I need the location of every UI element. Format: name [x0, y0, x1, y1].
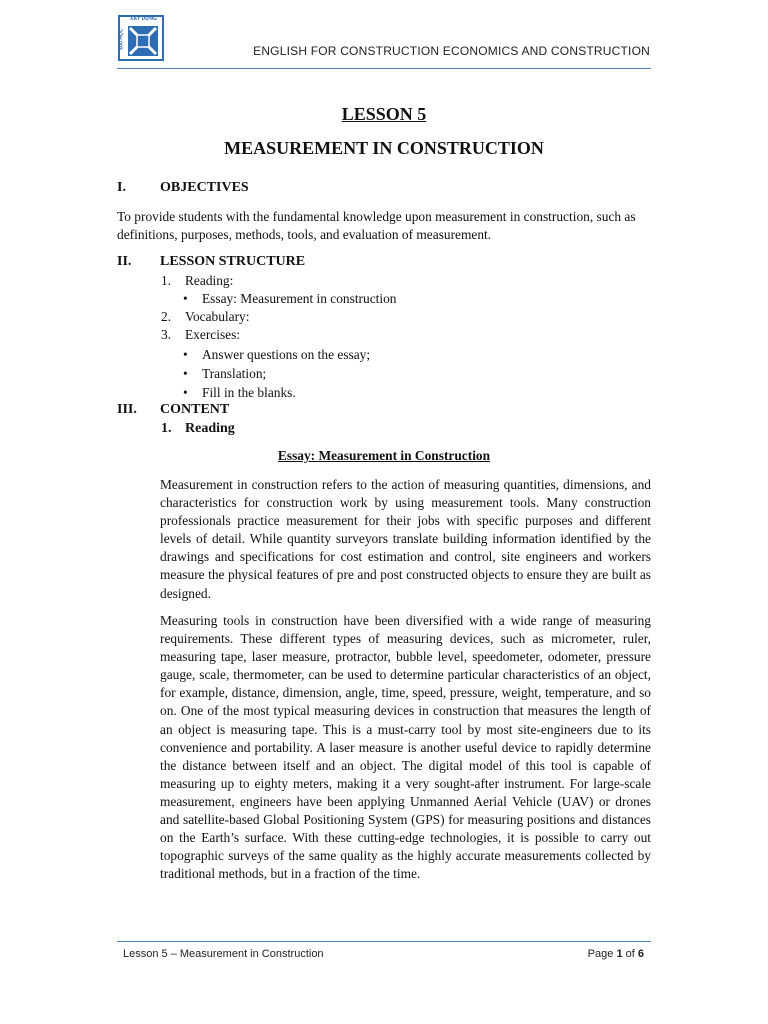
list-item [161, 308, 249, 326]
list-item-label: Answer questions on the essay; [202, 347, 371, 362]
lesson-title: LESSON 5 [341, 104, 427, 124]
list-item-label: Essay: Measurement in construction [202, 291, 397, 306]
list-item-label: Exercises: [185, 327, 241, 342]
subsection-reading-heading [161, 421, 235, 437]
section-content-heading [117, 402, 229, 418]
objectives-paragraph: To provide students with the fundamental knowledge upon measurement in construction, such as definitions, purposes, methods, tools, and evaluation of measurement. [117, 209, 636, 242]
section-label: OBJECTIVES [160, 180, 249, 195]
essay-paragraph: Measurement in construction refers to the action of measuring quantities, dimensions, and characteristics for construction work by using measurement tools. Many construction professionals practice measurement for their jobs with specific purposes and different levels of detail. While quantity surveyors translate building information identified by the drawings and specifications for cost estimation and control, site engineers and workers measure the physical features of pre and post constructed objects to ensure they are built as designed. [160, 477, 651, 601]
page-word: Page [587, 948, 614, 960]
page-number [588, 948, 644, 960]
subsection-number: 1. [161, 421, 172, 436]
header-title: ENGLISH FOR CONSTRUCTION ECONOMICS AND CONSTRUCTION [253, 44, 650, 58]
list-number: 1. [161, 273, 172, 288]
page-current: 1 [616, 948, 623, 960]
list-number: 3. [161, 327, 172, 342]
essay-paragraph: Measuring tools in construction have been diversified with a wide range of measuring requirements. These different types of measuring devices, such as micrometer, ruler, measuring tape, laser measure, protractor, bubble level, speedometer, odometer, pressure gauge, scale, thermometer, can be used to determine particular characteristics of an object, for example, distance, dimension, angle, time, speed, pressure, weight, temperature, and so on. One of the most typical measuring devices in construction that measures the length of an object is measuring tape. This is a must-carry tool by most site-engineers due to its convenience and portability. A laser measure is another useful device to rapidly determine the distance between itself and an object. The digital model of this tool is capable of measuring up to eighty meters, making it a very sought-after instrument. For large-scale measurement, engineers have been applying Unmanned Aerial Vehicle (UAV) or drones and satellite-based Global Positioning System (GPS) for measuring positions and distances on the Earth’s surface. With these cutting-edge technologies, it is possible to carry out topographic surveys of the same quality as the highly accurate measurements collected by traditional methods, but in a fraction of the time. [160, 613, 651, 882]
university-logo [117, 14, 165, 62]
section-objectives-heading [117, 180, 249, 196]
list-item [183, 346, 370, 364]
footer-divider [117, 941, 651, 942]
logo-side-text: ĐẠI HỌC [118, 28, 125, 50]
list-item-label: Translation; [202, 366, 267, 381]
section-number: III. [117, 402, 137, 417]
list-item-label: Reading: [185, 273, 234, 288]
logo-text: XÂY DỰNG [130, 16, 157, 22]
list-item [161, 272, 233, 290]
list-item [183, 365, 266, 383]
list-item [183, 290, 397, 308]
section-number: II. [117, 254, 132, 269]
main-title: MEASUREMENT IN CONSTRUCTION [224, 138, 544, 158]
header-divider [117, 68, 651, 69]
bullet-icon: • [183, 385, 188, 400]
bullet-icon: • [183, 366, 188, 381]
bullet-icon: • [183, 291, 188, 306]
list-item-label: Fill in the blanks. [202, 385, 296, 400]
list-number: 2. [161, 309, 172, 324]
page-total: 6 [637, 948, 644, 960]
section-label: LESSON STRUCTURE [160, 254, 306, 269]
list-item [183, 384, 296, 402]
subsection-label: Reading [185, 421, 235, 436]
footer-lesson-label: Lesson 5 – Measurement in Construction [123, 948, 324, 960]
of-word: of [625, 948, 635, 960]
section-label: CONTENT [160, 402, 230, 417]
list-item [161, 326, 240, 344]
section-structure-heading [117, 254, 305, 270]
section-number: I. [117, 180, 126, 195]
bullet-icon: • [183, 347, 188, 362]
essay-title: Essay: Measurement in Construction [277, 448, 491, 463]
list-item-label: Vocabulary: [185, 309, 250, 324]
